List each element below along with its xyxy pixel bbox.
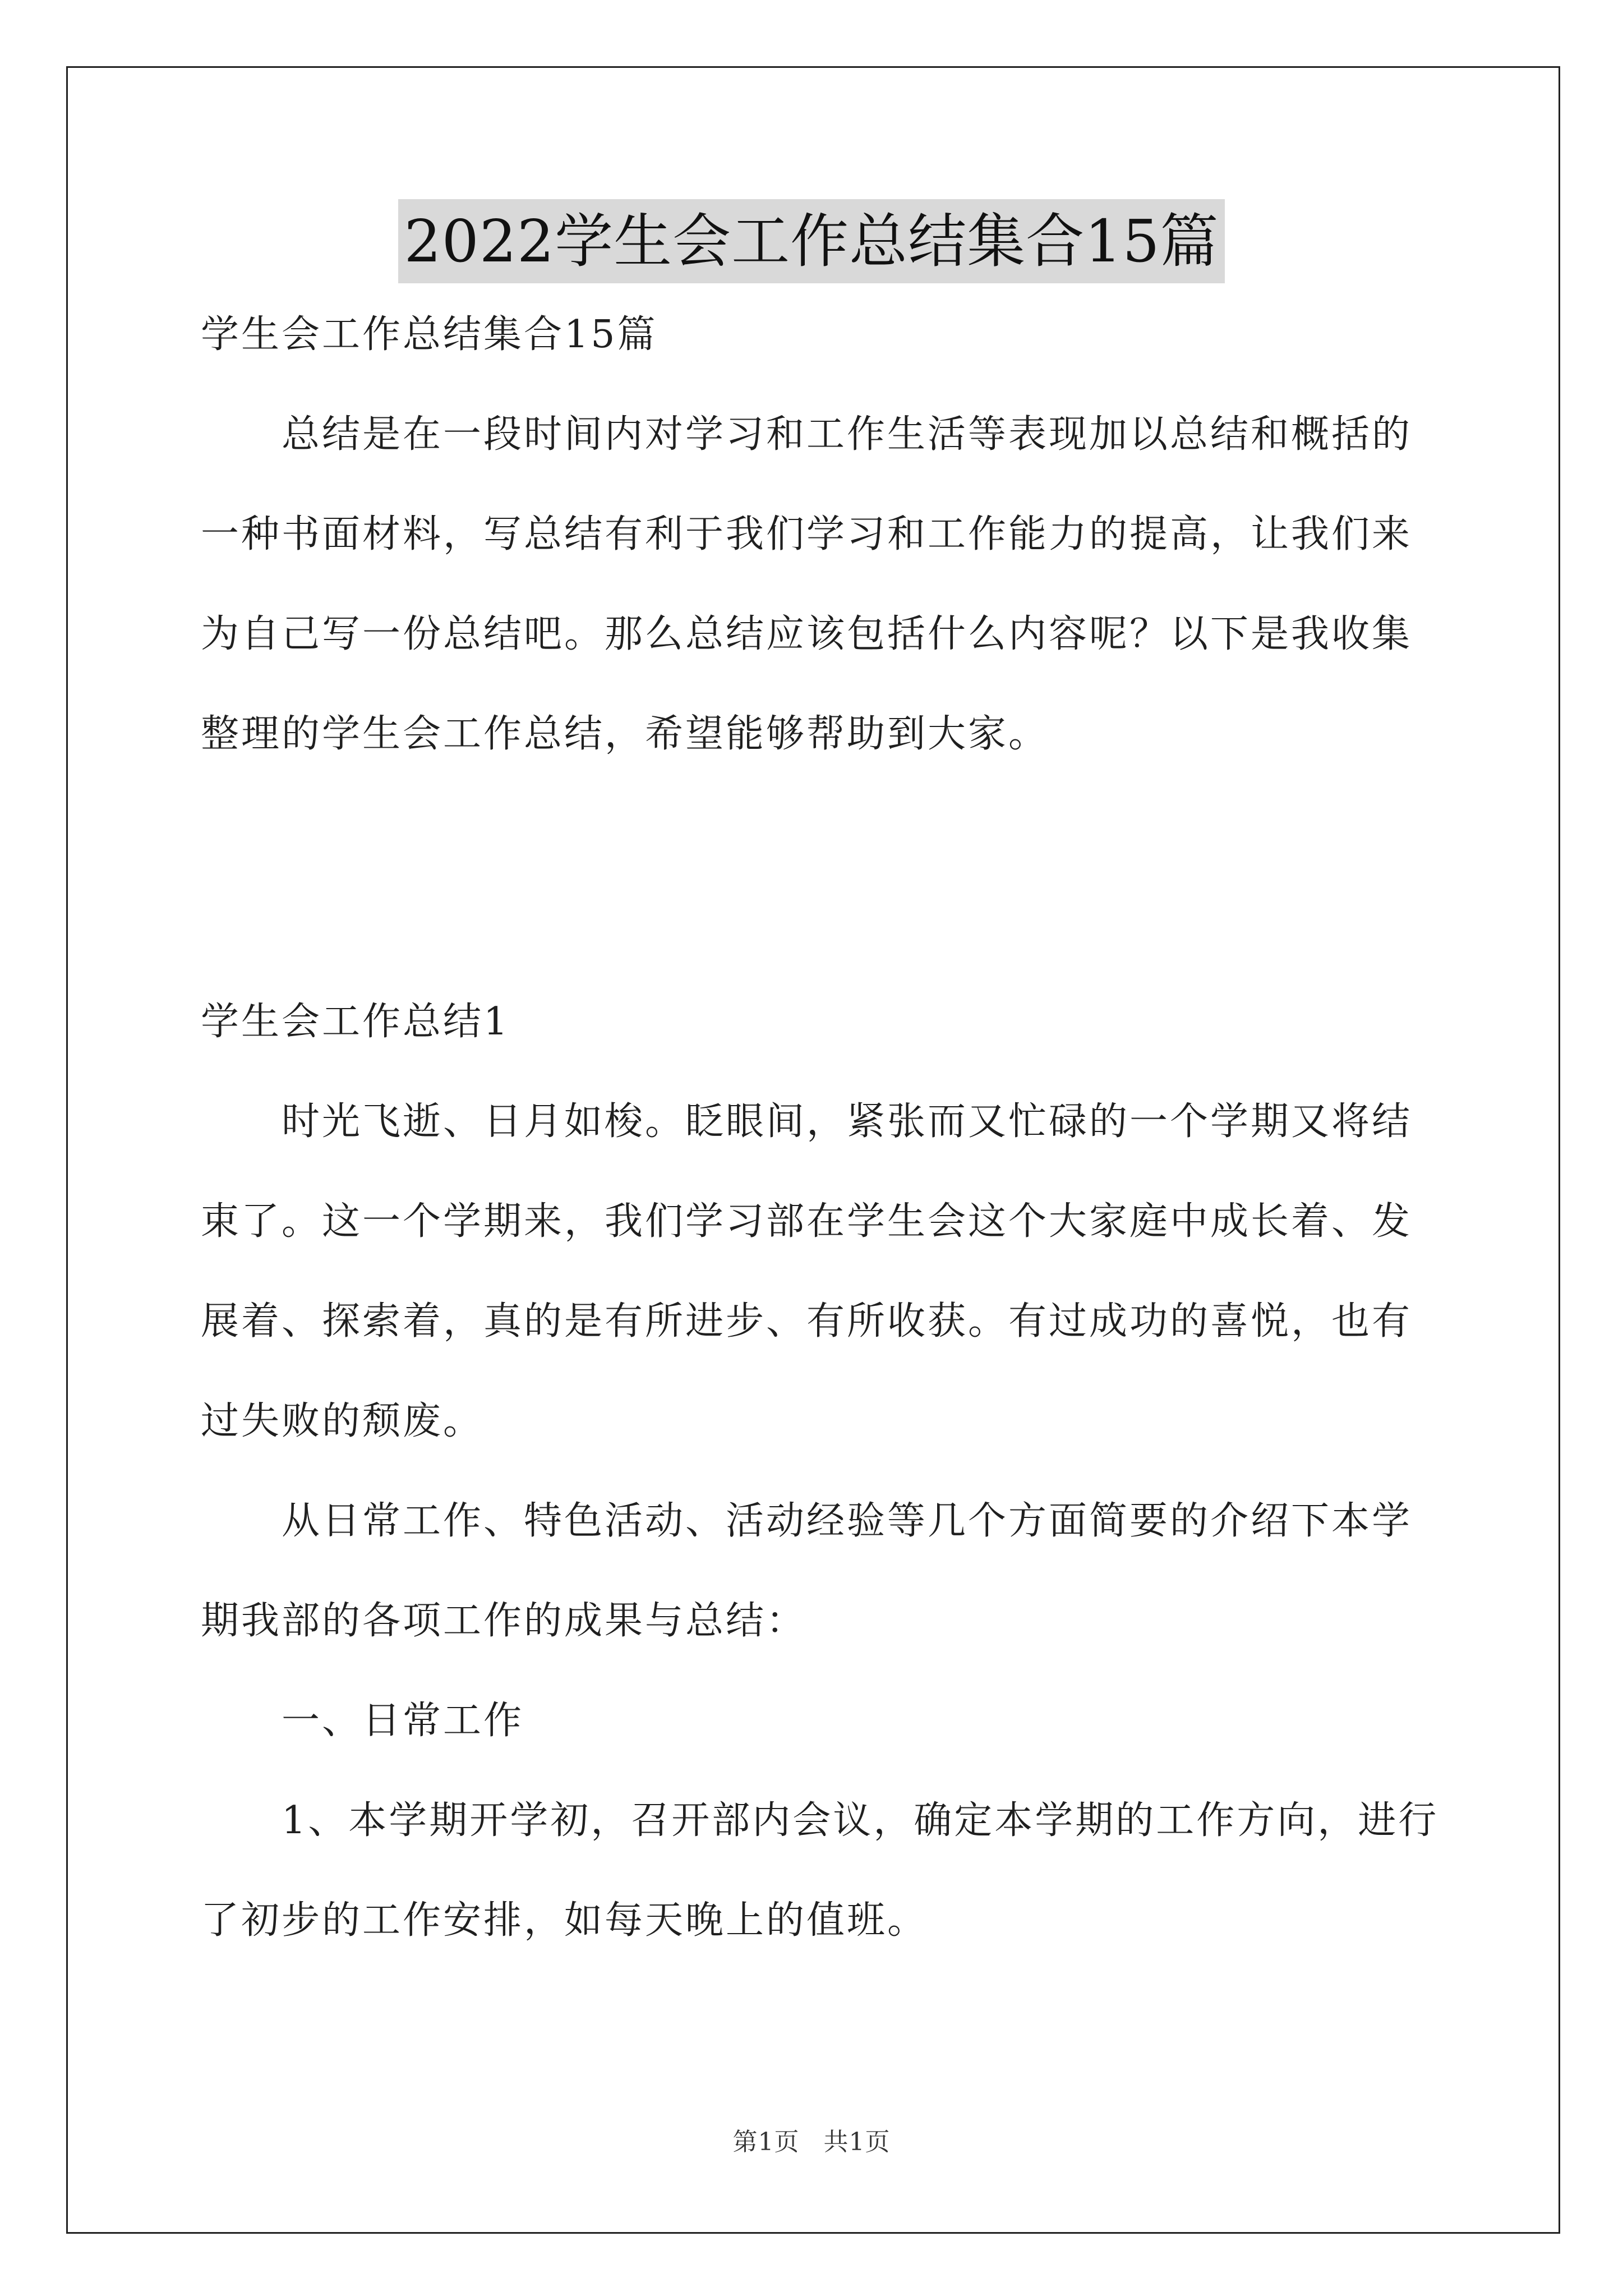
paragraph-line: 整理的学生会工作总结，希望能够帮助到大家。 (201, 712, 1049, 756)
paragraph-line: 从日常工作、特色活动、活动经验等几个方面简要的介绍下本学 (201, 1499, 1413, 1543)
page-total: 共1页 (823, 2128, 891, 2156)
paragraph-line: 束了。这一个学期来，我们学习部在学生会这个大家庭中成长着、发 (201, 1199, 1413, 1244)
paragraph-line: 过失败的颓废。 (201, 1399, 484, 1443)
section-heading: 学生会工作总结1 (201, 1000, 510, 1044)
subtitle-line: 学生会工作总结集合15篇 (201, 312, 658, 357)
page-footer (0, 2122, 1623, 2157)
document-title: 2022学生会工作总结集合15篇 (398, 199, 1224, 283)
title-container (0, 199, 1623, 283)
paragraph-line: 一、日常工作 (201, 1699, 524, 1743)
paragraph-line: 1、本学期开学初，召开部内会议，确定本学期的工作方向，进行 (201, 1798, 1439, 1843)
page-number: 第1页 (732, 2128, 800, 2156)
paragraph-line: 一种书面材料，写总结有利于我们学习和工作能力的提高，让我们来 (201, 512, 1413, 556)
paragraph-line: 了初步的工作安排，如每天晚上的值班。 (201, 1898, 928, 1943)
paragraph-line: 总结是在一段时间内对学习和工作生活等表现加以总结和概括的 (201, 412, 1413, 457)
paragraph-line: 展着、探索着，真的是有所进步、有所收获。有过成功的喜悦，也有 (201, 1299, 1413, 1343)
paragraph-line: 期我部的各项工作的成果与总结： (201, 1599, 807, 1643)
paragraph-line: 为自己写一份总结吧。那么总结应该包括什么内容呢？以下是我收集 (201, 612, 1413, 656)
paragraph-line: 时光飞逝、日月如梭。眨眼间，紧张而又忙碌的一个学期又将结 (201, 1099, 1413, 1144)
